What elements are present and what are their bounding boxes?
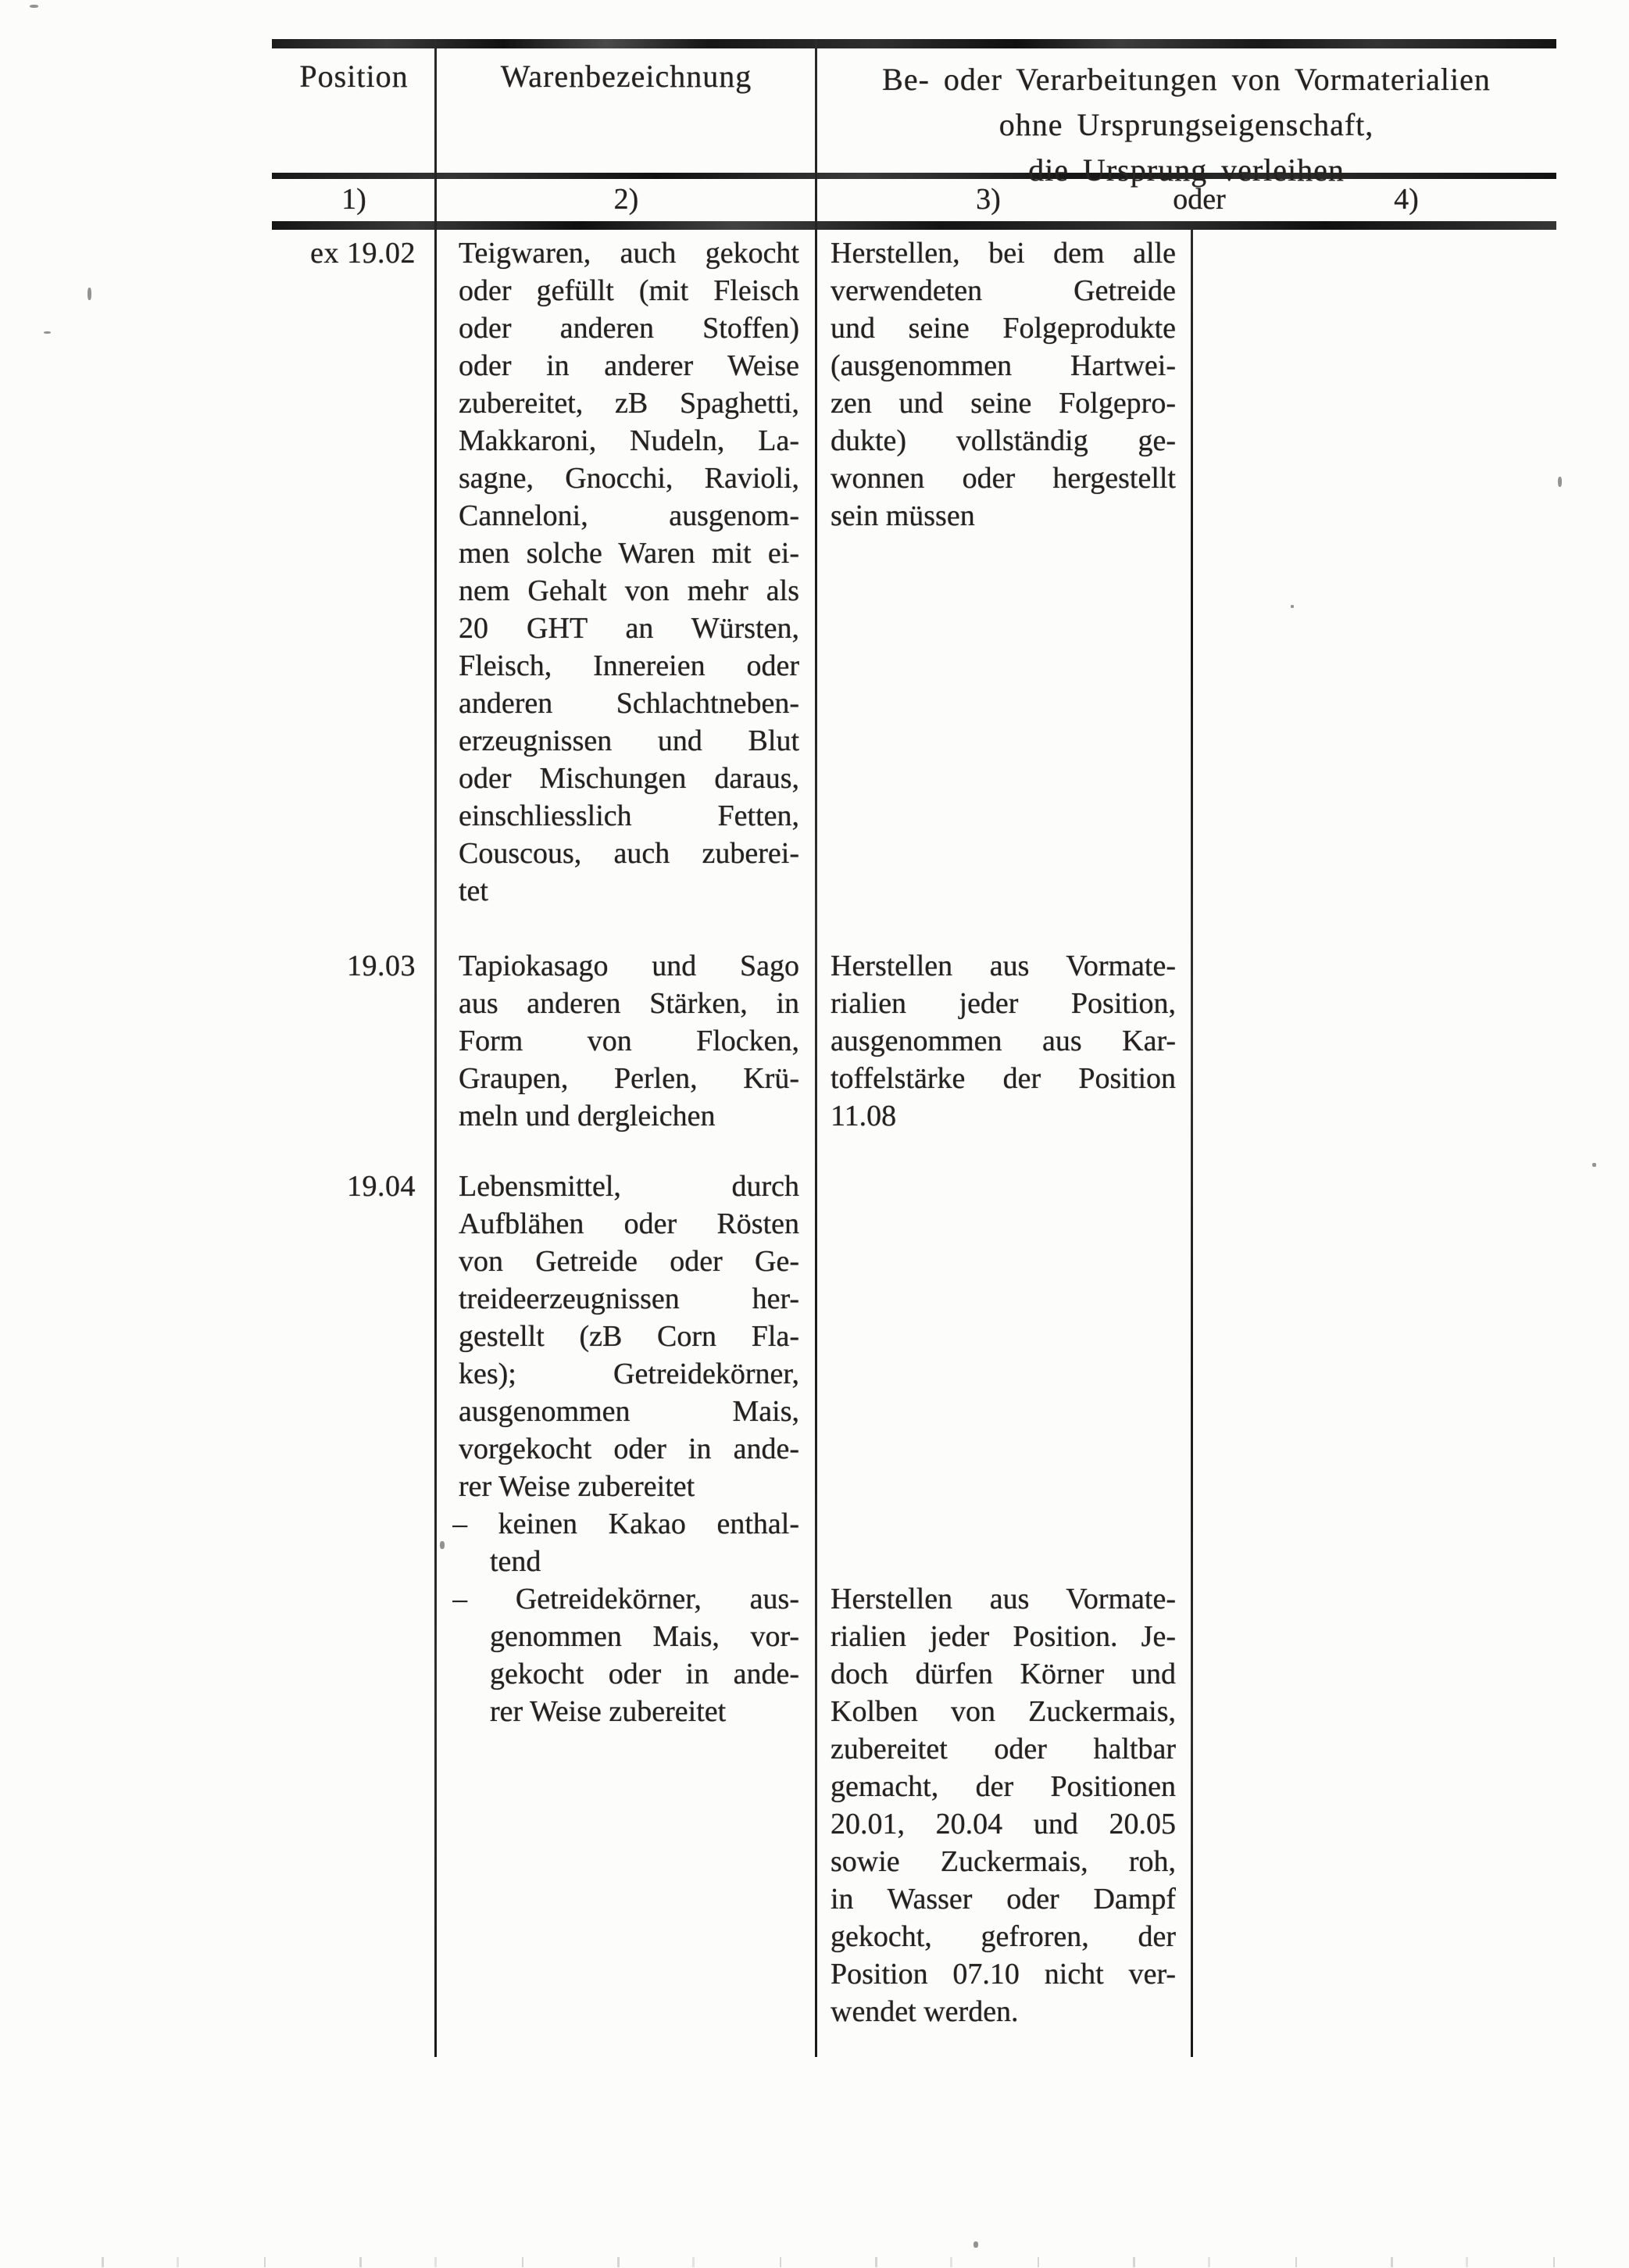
text-line: 20 GHT an Würsten, [459, 612, 799, 645]
text-line: men solche Waren mit ei- [459, 537, 799, 570]
subheader-col2: 2) [613, 183, 639, 216]
text-line: (ausgenommen Hartwei- [831, 349, 1176, 382]
position-number: 19.03 [347, 950, 416, 982]
text-line: aus anderen Stärken, in [459, 987, 799, 1020]
header-verarbeitungen-line1: Be- oder Verarbeitungen von Vormaterialien [882, 62, 1491, 97]
position-number: ex 19.02 [310, 237, 416, 270]
text-line: tet [459, 875, 488, 907]
text-line: 11.08 [831, 1100, 897, 1132]
subheader-col1: 1) [341, 183, 366, 216]
paragraph-block [459, 234, 799, 910]
text-line: ausgenommen aus Kar- [831, 1025, 1176, 1057]
text-line: rer Weise zubereitet [490, 1695, 727, 1728]
goods-description-cell [459, 234, 799, 910]
header-warenbezeichnung: Warenbezeichnung [500, 59, 752, 94]
text-line: ausgenommen Mais, [459, 1395, 799, 1428]
scan-speckle [30, 5, 38, 8]
text-line: Makkaroni, Nudeln, La- [459, 424, 799, 457]
text-line: oder in anderer Weise [459, 349, 799, 382]
scan-speckle [440, 1541, 445, 1549]
scan-speckle [973, 2241, 978, 2248]
header-verarbeitungen-line2: ohne Ursprungseigenschaft, [998, 107, 1374, 142]
text-line: nem Gehalt von mehr als [459, 574, 799, 607]
text-line: sein müssen [831, 499, 975, 532]
text-line: Kolben von Zuckermais, [831, 1695, 1176, 1728]
text-line: sowie Zuckermais, roh, [831, 1845, 1176, 1878]
text-line: Couscous, auch zuberei- [459, 837, 799, 870]
text-line: anderen Schlachtneben- [459, 687, 799, 720]
text-line: gekocht, gefroren, der [831, 1920, 1176, 1953]
text-line: von Getreide oder Ge- [459, 1245, 799, 1278]
position-number: 19.04 [347, 1170, 416, 1203]
text-line: in Wasser oder Dampf [831, 1883, 1176, 1916]
paragraph-block [452, 1580, 799, 1730]
text-line: Graupen, Perlen, Krü- [459, 1062, 799, 1095]
paragraph-block [459, 947, 799, 1135]
text-line: oder anderen Stoffen) [459, 312, 799, 345]
text-line: 20.01, 20.04 und 20.05 [831, 1808, 1176, 1841]
text-line: gemacht, der Positionen [831, 1770, 1176, 1803]
text-line: Form von Flocken, [459, 1025, 799, 1057]
text-line: Fleisch, Innereien oder [459, 649, 799, 682]
paragraph-block [831, 1580, 1176, 2030]
scan-speckle [1558, 477, 1562, 487]
paragraph-block [831, 947, 1176, 1135]
text-line: oder Mischungen daraus, [459, 762, 799, 795]
scan-speckle [1592, 1163, 1596, 1167]
subheader-separator-rule [272, 221, 1556, 230]
table-top-rule [272, 39, 1556, 48]
text-line: verwendeten Getreide [831, 274, 1176, 307]
processing-rule-cell [831, 234, 1176, 535]
processing-rule-cell [831, 947, 1176, 1135]
text-line: dukte) vollständig ge- [831, 424, 1176, 457]
text-line: – Getreidekörner, aus- [452, 1583, 799, 1615]
text-line: zen und seine Folgepro- [831, 387, 1176, 420]
text-line: sagne, Gnocchi, Ravioli, [459, 462, 799, 495]
text-line: gekocht oder in ande- [490, 1658, 799, 1690]
paragraph-block [452, 1505, 799, 1580]
paragraph-block [459, 1168, 799, 1505]
subheader-oder: oder [1173, 183, 1226, 216]
header-position: Position [299, 59, 409, 94]
text-line: und seine Folgeprodukte [831, 312, 1176, 345]
text-line: Herstellen aus Vormate- [831, 1583, 1176, 1615]
subheader-col3: 3) [976, 183, 1001, 216]
text-line: Tapiokasago und Sago [459, 950, 799, 982]
text-line: treideerzeugnissen her- [459, 1282, 799, 1315]
text-line: einschliesslich Fetten, [459, 800, 799, 832]
text-line: doch dürfen Körner und [831, 1658, 1176, 1690]
text-line: kes); Getreidekörner, [459, 1358, 799, 1390]
scan-speckle [44, 331, 51, 334]
text-line: rialien jeder Position, [831, 987, 1176, 1020]
processing-rule-cell [831, 1168, 1176, 2030]
column-divider-3 [1191, 230, 1193, 2057]
scan-speckle [1291, 605, 1294, 608]
text-line: tend [490, 1545, 541, 1578]
text-line: Aufblähen oder Rösten [459, 1207, 799, 1240]
header-verarbeitungen-line3: die Ursprung verleihen [1028, 152, 1345, 188]
text-line: wonnen oder hergestellt [831, 462, 1176, 495]
text-line: oder gefüllt (mit Fleisch [459, 274, 799, 307]
text-line: Herstellen, bei dem alle [831, 237, 1176, 270]
text-line: wendet werden. [831, 1995, 1019, 2028]
column-divider-1 [434, 39, 437, 2057]
subheader-col4: 4) [1394, 183, 1419, 216]
header-verarbeitungen [816, 57, 1556, 193]
text-line: Position 07.10 nicht ver- [831, 1958, 1176, 1991]
text-line: – keinen Kakao enthal- [452, 1508, 799, 1540]
goods-description-cell [459, 947, 799, 1135]
text-line: meln und dergleichen [459, 1100, 716, 1132]
column-divider-2 [815, 39, 817, 2057]
text-line: toffelstärke der Position [831, 1062, 1176, 1095]
text-line: Canneloni, ausgenom- [459, 499, 799, 532]
text-line: zubereitet oder haltbar [831, 1733, 1176, 1765]
goods-description-cell [452, 1168, 799, 1730]
text-line: rialien jeder Position. Je- [831, 1620, 1176, 1653]
text-line: gestellt (zB Corn Fla- [459, 1320, 799, 1353]
text-line: Lebensmittel, durch [459, 1170, 799, 1203]
scan-speckle [88, 288, 91, 300]
text-line: zubereitet, zB Spaghetti, [459, 387, 799, 420]
text-line: Teigwaren, auch gekocht [459, 237, 799, 270]
text-line: Herstellen aus Vormate- [831, 950, 1176, 982]
paragraph-block [831, 234, 1176, 535]
text-line: vorgekocht oder in ande- [459, 1433, 799, 1465]
scan-bottom-edge-noise [102, 2257, 1621, 2267]
text-line: genommen Mais, vor- [490, 1620, 799, 1653]
text-line: erzeugnissen und Blut [459, 724, 799, 757]
text-line: rer Weise zubereitet [459, 1470, 695, 1503]
